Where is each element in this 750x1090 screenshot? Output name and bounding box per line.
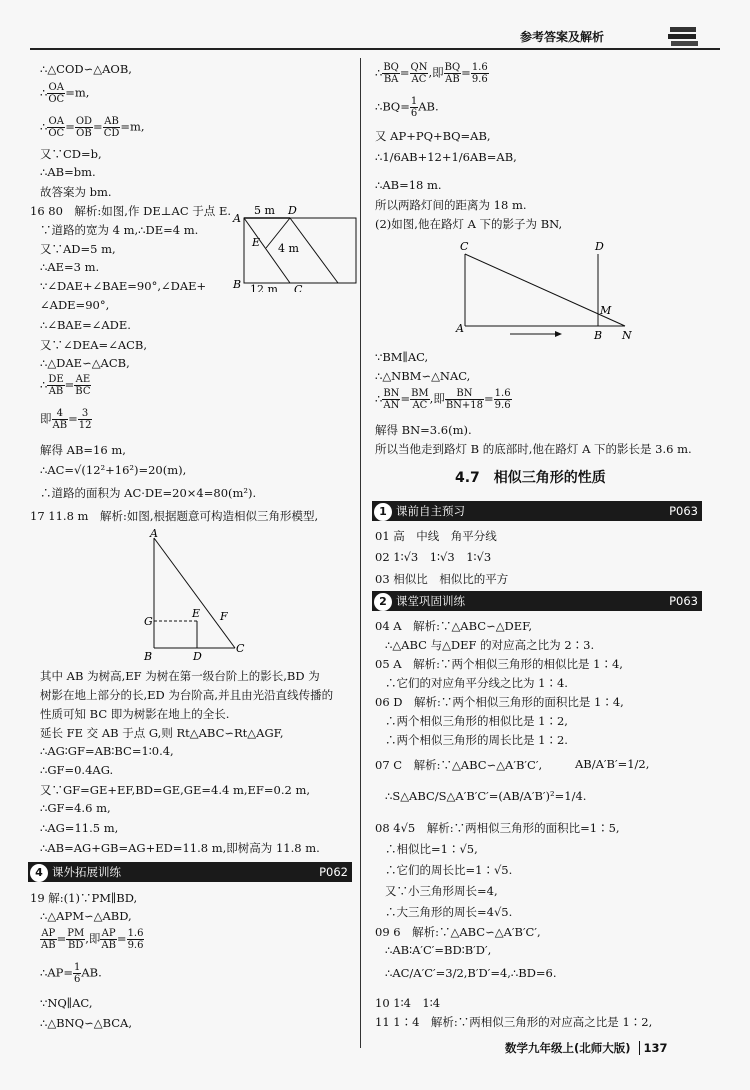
text-line: ∴△NBM∽△NAC, (375, 369, 471, 383)
figure-16 (230, 200, 360, 292)
label-B: B (594, 329, 603, 342)
text-line: 又∵CD=b, (40, 147, 102, 161)
dim-top: 5 m (254, 204, 275, 217)
text-line: ∴△COD∽△AOB, (40, 62, 132, 76)
label-A: A (233, 212, 241, 225)
q17-line: 其中 AB 为树高,EF 为树在第一级台阶上的影长,BD 为 (40, 669, 320, 683)
q19-line: ∴△APM∽△ABD, (40, 909, 132, 923)
answer-line: ∴AC/A′C′=3/2,B′D′=4,∴BD=6. (385, 966, 557, 980)
label-B: B (233, 278, 242, 291)
header-rule (30, 48, 720, 50)
q17-line: ∴AG=11.5 m, (40, 821, 119, 835)
label-B: B (144, 650, 153, 663)
q16-line: ∴AE=3 m. (40, 260, 100, 274)
label-D: D (595, 240, 604, 253)
label-D: D (288, 204, 297, 217)
label-D: D (193, 650, 202, 663)
q17-line: 树影在地上部分的长,ED 为台阶高,并且由光沿直线传播的 (40, 688, 334, 702)
q16-line: ∵∠DAE+∠BAE=90°,∠DAE+ (40, 279, 207, 293)
q16-line: 又∵AD=5 m, (40, 242, 116, 256)
answer-line: 06 D 解析:∵两个相似三角形的面积比是 1∶4, (375, 695, 624, 709)
column-divider (360, 58, 361, 1048)
answer-line: 04 A 解析:∵△ABC∽△DEF, (375, 619, 533, 633)
equation: ∴ $\frac{OA}{OC}$ =m, (40, 82, 90, 105)
q16-line: ∵道路的宽为 4 m,∴DE=4 m. (40, 223, 199, 237)
q16-equation: ∴ $\frac{DE}{AB}$ = $\frac{AE}{BC}$ (40, 374, 91, 397)
text-line: ∴1/6AB+12+1/6AB=AB, (375, 150, 517, 164)
text-line: 解得 BN=3.6(m). (375, 423, 472, 437)
answer-line: 10 1∶4 1∶4 (375, 996, 441, 1010)
dim-mid: 4 m (278, 242, 299, 255)
page-header-title: 参考答案及解析 (520, 30, 605, 44)
section-bar-2: 2 课堂巩固训练 P063 (372, 591, 702, 611)
q16-line: 解得 AB=16 m, (40, 443, 126, 457)
label-E: E (192, 607, 201, 620)
figure-19 (450, 236, 640, 344)
label-E: E (252, 236, 261, 249)
q17-line: 又∵GF=GE+EF,BD=GE,GE=4.4 m,EF=0.2 m, (40, 783, 311, 797)
text-line: ∴AB=bm. (40, 165, 96, 179)
q19-line: 19 解:(1)∵PM∥BD, (30, 891, 138, 905)
text-line: ∴AB=18 m. (375, 178, 442, 192)
answer-line: 09 6 解析:∵△ABC∽△A′B′C′, (375, 925, 541, 939)
answer-line: ∴相似比=1∶√5, (385, 842, 478, 856)
q16-line: ∴∠BAE=∠ADE. (40, 318, 131, 332)
q19-equation: ∴AP= $\frac{1}{6}$ AB. (40, 962, 102, 985)
q17-line: ∴AG∶GF=AB∶BC=1∶0.4, (40, 744, 174, 758)
page-footer (505, 1040, 668, 1056)
equation: ∴ $\frac{BN}{AN}$ = $\frac{BM}{AC}$ ,即 $\frac{BN}{BN+18}$ = $\frac{1.6}{9.6}$ (375, 388, 511, 411)
text-line: 又 AP+PQ+BQ=AB, (375, 129, 491, 143)
figure-17 (140, 528, 250, 664)
q16-line: ∴△DAE∽△ACB, (40, 356, 130, 370)
q19-equation: $\frac{AP}{AB}$ = $\frac{PM}{BD}$ ,即 $\frac{AP}{AB}$ = $\frac{1.6}{9.6}$ (41, 928, 144, 951)
answer-line: ∴△ABC 与△DEF 的对应高之比为 2∶3. (385, 638, 595, 652)
books-icon (668, 24, 700, 48)
answer-line: 05 A 解析:∵两个相似三角形的相似比是 1∶4, (375, 657, 623, 671)
q17-line: 17 11.8 m 解析:如图,根据题意可构造相似三角形模型, (30, 509, 319, 523)
answer-line: ∴它们的对应角平分线之比为 1∶4. (385, 676, 568, 690)
q16-line: ∠ADE=90°, (40, 298, 110, 312)
label-G: G (144, 615, 153, 628)
answer-line: ∴两个相似三角形的周长比是 1∶2. (385, 733, 568, 747)
answer-line: 01 高 中线 角平分线 (375, 529, 497, 543)
text-line: (2)如图,他在路灯 A 下的影子为 BN, (375, 217, 563, 231)
answer-line: ∴S△ABC/S△A′B′C′=(AB/A′B′)²=1/4. (385, 789, 587, 803)
equation: ∴ $\frac{OA}{OC}$ = $\frac{OD}{OB}$ = $\frac{AB}{CD}$ =m, (40, 116, 145, 139)
footer-book-title: 数学九年级上(北师大版) (505, 1041, 631, 1055)
answer-line: 02 1∶√3 1∶√3 1∶√3 (375, 550, 492, 564)
label-C: C (294, 283, 303, 292)
q19-line: ∵NQ∥AC, (40, 996, 93, 1010)
answer-line: ∴两个相似三角形的相似比是 1∶2, (385, 714, 568, 728)
answer-line: 07 C 解析:∵△ABC∽△A′B′C′, (375, 758, 543, 772)
q17-line: ∴GF=0.4AG. (40, 763, 114, 777)
text-line: ∵BM∥AC, (375, 350, 429, 364)
label-A: A (150, 528, 158, 540)
answer-line: ∴大三角形的周长=4√5. (385, 905, 513, 919)
answer-line: 03 相似比 相似比的平方 (375, 572, 509, 586)
equation: ∴BQ= $\frac{1}{6}$ AB. (375, 96, 439, 119)
q16-line: ∴AC=√(12²+16²)=20(m), (40, 463, 187, 477)
q16-line: ∴道路的面积为 AC·DE=20×4=80(m²). (40, 486, 257, 500)
label-C: C (236, 642, 245, 655)
section-bar-1: 1 课前自主预习 P063 (372, 501, 702, 521)
answer-line: ∴AB∶A′C′=BD∶B′D′, (385, 943, 492, 957)
q17-line: ∴GF=4.6 m, (40, 801, 111, 815)
page-number: 137 (639, 1041, 668, 1055)
q16-line: 16 80 解析:如图,作 DE⊥AC 于点 E. (30, 204, 232, 218)
answer-line: 11 1∶4 解析:∵两相似三角形的对应高之比是 1∶2, (375, 1015, 653, 1029)
q17-line: 延长 FE 交 AB 于点 G,则 Rt△ABC∽Rt△AGF, (40, 726, 284, 740)
answer-line: AB/A′B′=1/2, (575, 757, 650, 771)
answer-line: 又∵小三角形周长=4, (385, 884, 498, 898)
q17-line: ∴AB=AG+GB=AG+ED=11.8 m,即树高为 11.8 m. (40, 841, 320, 855)
section-bar-4: 4 课外拓展训练 P062 (28, 862, 352, 882)
label-N: N (622, 329, 632, 342)
label-F: F (220, 610, 228, 623)
text-line: 所以两路灯间的距离为 18 m. (375, 198, 527, 212)
q16-line: 又∵∠DEA=∠ACB, (40, 338, 148, 352)
q17-line: 性质可知 BC 即为树影在地上的全长. (40, 707, 230, 721)
section-title: 4.7 相似三角形的性质 (455, 470, 606, 486)
answer-line: 08 4√5 解析:∵两相似三角形的面积比=1∶5, (375, 821, 620, 835)
dim-bottom: 12 m (250, 283, 278, 292)
text-line: 故答案为 bm. (40, 185, 112, 199)
label-C: C (460, 240, 469, 253)
label-M: M (600, 304, 612, 317)
label-A: A (456, 322, 464, 335)
text-line: 所以当他走到路灯 B 的底部时,他在路灯 A 下的影长是 3.6 m. (375, 442, 692, 456)
answer-line: ∴它们的周长比=1∶√5. (385, 863, 513, 877)
q19-line: ∴△BNQ∽△BCA, (40, 1016, 133, 1030)
q16-equation: 即 $\frac{4}{AB}$ = $\frac{3}{12}$ (40, 408, 92, 431)
equation: ∴ $\frac{BQ}{BA}$ = $\frac{QN}{AC}$ ,即 $\frac{BQ}{AB}$ = $\frac{1.6}{9.6}$ (375, 62, 488, 85)
